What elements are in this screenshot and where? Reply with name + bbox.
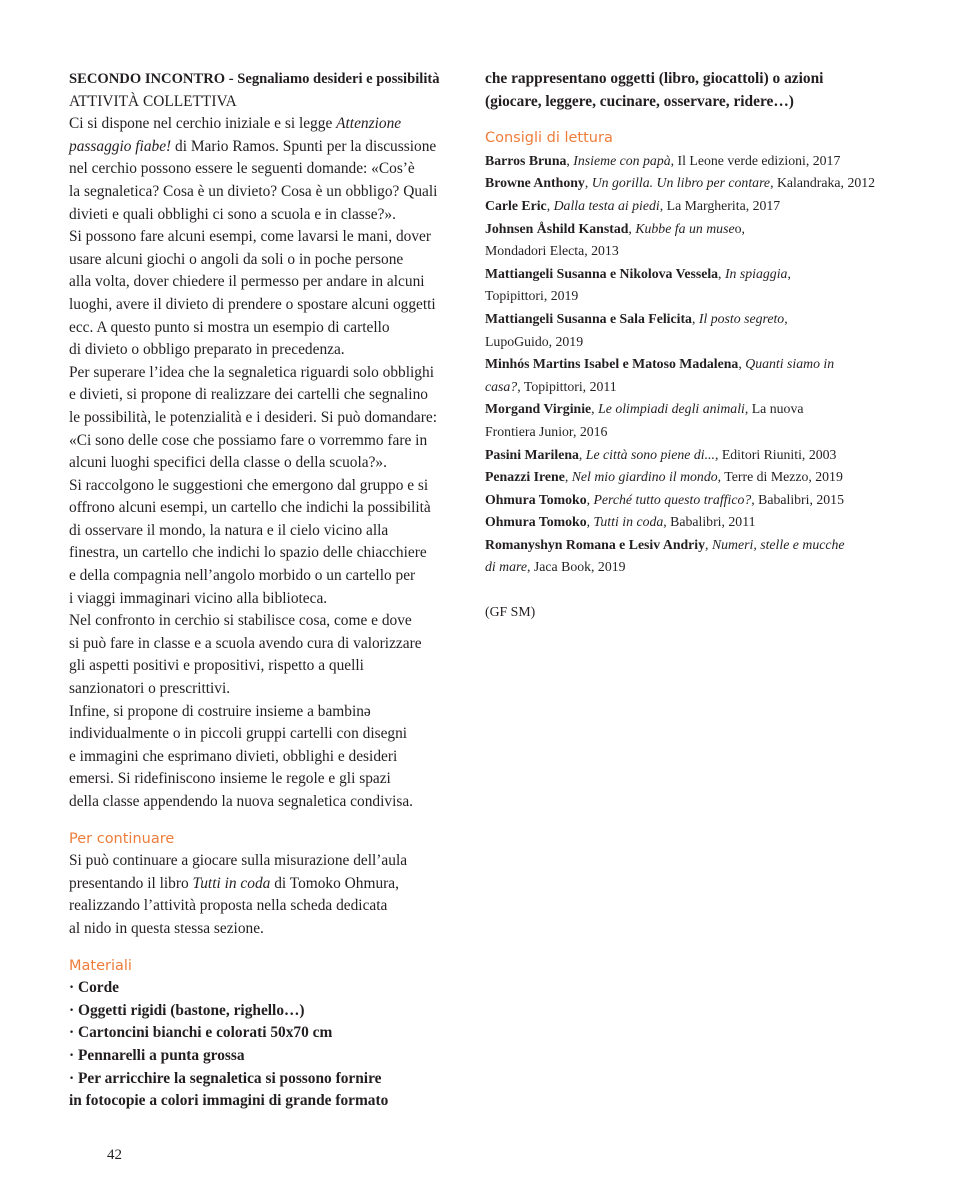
ref-author: Morgand Virginie: [485, 401, 592, 417]
reading-heading: Consigli di lettura: [485, 130, 613, 147]
ref-publisher: Mondadori Electa, 2013: [485, 243, 619, 259]
materials-item: · Oggetti rigidi (bastone, righello…): [69, 1001, 305, 1019]
body-line: gli aspetti positivi e propositivi, rispetto a quelli: [69, 657, 364, 675]
body-line: di osservare il mondo, la natura e il cielo vicino alla: [69, 521, 389, 539]
body-line: Si può continuare a giocare sulla misurazione dell’aula: [69, 852, 408, 870]
body-line: le possibilità, le potenzialità e i desideri. Si può domandare:: [69, 408, 438, 426]
ref-title: Nel mio giardino il mondo: [571, 469, 718, 485]
ref-publisher: LupoGuido, 2019: [485, 333, 584, 349]
reading-item: Penazzi Irene, Nel mio giardino il mondo, Terre di Mezzo, 2019: [485, 469, 843, 485]
body-line: si può fare in classe e a scuola avendo cura di valorizzare: [69, 634, 422, 652]
authors-signature: (GF SM): [485, 604, 536, 620]
spacer: [69, 941, 469, 955]
body-line: sanzionatori o prescrittivi.: [69, 680, 231, 698]
reading-item: Morgand Virginie, Le olimpiadi degli animali, La nuova Frontiera Junior, 2016: [485, 398, 905, 443]
body-line: Si possono fare alcuni esempi, come lavarsi le mani, dover: [69, 228, 432, 246]
reading-item: Ohmura Tomoko, Perché tutto questo traffico?, Babalibri, 2015: [485, 491, 844, 507]
ref-title: Dalla testa ai piedi: [553, 197, 660, 213]
ref-author: Ohmura Tomoko: [485, 514, 587, 530]
body-line: emersi. Si ridefiniscono insieme le regole e gli spazi: [69, 770, 391, 788]
book-title: passaggio fiabe!: [69, 137, 172, 155]
spacer: [69, 814, 469, 828]
body-line: divieti e quali obblighi ci sono a scuola e in classe?».: [69, 205, 396, 223]
ref-publisher: Topipittori, 2019: [485, 288, 579, 304]
materials-item: · Per arricchire la segnaletica si possono fornire: [69, 1069, 382, 1087]
body-line: «Ci sono delle cose che possiamo fare o vorremmo fare in: [69, 431, 428, 449]
body-line: Per superare l’idea che la segnaletica riguardi solo obblighi: [69, 363, 434, 381]
ref-author: Mattiangeli Susanna e Sala Felicita: [485, 310, 692, 326]
ref-title: di mare: [485, 559, 528, 575]
section-title: SECONDO INCONTRO - Segnaliamo desideri e possibilità: [69, 71, 440, 87]
book-title: Tutti in coda: [192, 874, 271, 892]
body-line: passaggio fiabe! di Mario Ramos. Spunti per la discussione: [69, 137, 437, 155]
body-line: alcuni luoghi specifici della classe o della scuola?».: [69, 454, 387, 472]
body-line: i viaggi immaginari vicino alla biblioteca.: [69, 589, 328, 607]
body-line: di divieto o obbligo preparato in precedenza.: [69, 341, 345, 359]
ref-author: Johnsen Åshild Kanstad: [485, 220, 629, 236]
ref-publisher: , Jaca Book, 2019: [527, 559, 626, 575]
ref-title: Insieme con papà: [573, 152, 671, 168]
materials-item: · Pennarelli a punta grossa: [69, 1046, 245, 1064]
spacer: [485, 579, 905, 601]
ref-title: Le città sono piene di...: [585, 446, 715, 462]
materials-item: · Cartoncini bianchi e colorati 50x70 cm: [69, 1024, 333, 1042]
ref-author: Pasini Marilena: [485, 446, 579, 462]
ref-title: Il posto segreto: [698, 310, 785, 326]
reading-item: Romanyshyn Romana e Lesiv Andriy, Numeri, stelle e mucche di mare, Jaca Book, 2019: [485, 536, 845, 575]
materials-item: · Corde: [69, 979, 120, 997]
ref-title: Kubbe fa un muse: [635, 220, 735, 236]
body-line: presentando il libro Tutti in coda di Tomoko Ohmura,: [69, 874, 399, 892]
body-line: offrono alcuni esempi, un cartello che indichi la possibilità: [69, 499, 431, 517]
ref-author: Mattiangeli Susanna e Nikolova Vessela: [485, 265, 719, 281]
body-line: al nido in questa stessa sezione.: [69, 919, 264, 937]
activity-body: [69, 113, 469, 813]
body-line: della classe appendendo la nuova segnaletica condivisa.: [69, 793, 414, 810]
body-line: alla volta, dover chiedere il permesso per andare in alcuni: [69, 273, 425, 291]
ref-author: Minhós Martins Isabel e Matoso Madalena: [485, 356, 739, 372]
body-line: realizzando l’attività proposta nella scheda dedicata: [69, 897, 388, 915]
reading-item: Barros Bruna, Insieme con papà, Il Leone verde edizioni, 2017: [485, 152, 841, 168]
materials-heading: Materiali: [69, 957, 132, 974]
materials-continued: [485, 68, 905, 113]
body-line: usare alcuni giochi o angoli da soli o in poche persone: [69, 250, 404, 268]
ref-title: casa?: [485, 378, 518, 394]
body-line: nel cerchio possono essere le seguenti domande: «Cos’è: [69, 160, 415, 178]
ref-author: Carle Eric: [485, 197, 547, 213]
body-line: la segnaletica? Cosa è un divieto? Cosa è un obbligo? Quali: [69, 182, 438, 200]
body-line: individualmente o in piccoli gruppi cartelli con disegni: [69, 725, 408, 743]
reading-item: Johnsen Åshild Kanstad, Kubbe fa un museo, Mondadori Electa, 2013: [485, 218, 905, 263]
reading-item: Ohmura Tomoko, Tutti in coda, Babalibri, 2011: [485, 514, 756, 530]
reading-item: Mattiangeli Susanna e Nikolova Vessela, In spiaggia, Topipittori, 2019: [485, 263, 905, 308]
body-line: ecc. A questo punto si mostra un esempio di cartello: [69, 318, 390, 336]
body-line: finestra, un cartello che indichi lo spazio delle chiacchiere: [69, 544, 427, 562]
materials-item: che rappresentano oggetti (libro, giocattoli) o azioni: [485, 70, 824, 87]
ref-author: Barros Bruna: [485, 152, 567, 168]
body-line: Nel confronto in cerchio si stabilisce cosa, come e dove: [69, 612, 412, 630]
body-line: e immagini che esprimano divieti, obblighi e desideri: [69, 747, 398, 765]
body-line: luoghi, avere il divieto di prendere o spostare alcuni oggetti: [69, 295, 436, 313]
materials-item: (giocare, leggere, cucinare, osservare, ridere…): [485, 92, 794, 110]
ref-author: Penazzi Irene: [485, 469, 565, 485]
continue-heading: Per continuare: [69, 830, 175, 847]
ref-author: Romanyshyn Romana e Lesiv Andriy: [485, 536, 706, 552]
ref-author: Browne Anthony: [485, 175, 585, 191]
reading-item: Pasini Marilena, Le città sono piene di..., Editori Riuniti, 2003: [485, 446, 837, 462]
ref-title: Quanti siamo in: [745, 356, 835, 372]
body-line: Infine, si propone di costruire insieme a bambinə: [69, 702, 371, 720]
left-column: [69, 68, 469, 1113]
body-line: Si raccolgono le suggestioni che emergono dal gruppo e si: [69, 476, 429, 494]
continue-body: [69, 850, 469, 940]
body-line: e divieti, si propone di realizzare dei cartelli che segnalino: [69, 386, 428, 404]
reading-item: Mattiangeli Susanna e Sala Felicita, Il posto segreto, LupoGuido, 2019: [485, 308, 905, 353]
right-column: [485, 68, 905, 624]
ref-title: In spiaggia: [724, 265, 788, 281]
reading-list: [485, 150, 905, 579]
book-title: Attenzione: [336, 115, 402, 133]
ref-title: Un gorilla. Un libro per contare: [591, 175, 771, 191]
ref-title: Numeri, stelle e mucche: [711, 536, 845, 552]
body-line: Ci si dispone nel cerchio iniziale e si legge Attenzione: [69, 115, 402, 133]
reading-item: Minhós Martins Isabel e Matoso Madalena, Quanti siamo in casa?, Topipittori, 2011: [485, 356, 835, 394]
section-subtitle: ATTIVITÀ COLLETTIVA: [69, 92, 237, 110]
body-line: e della compagnia nell’angolo morbido o un cartello per: [69, 567, 416, 585]
reading-item: Browne Anthony, Un gorilla. Un libro per contare, Kalandraka, 2012: [485, 175, 876, 191]
ref-author: Ohmura Tomoko: [485, 491, 587, 507]
ref-publisher: Frontiera Junior, 2016: [485, 423, 608, 439]
ref-publisher: , Topipittori, 2011: [517, 378, 617, 394]
spacer: [485, 113, 905, 127]
ref-title: Perché tutto questo traffico?: [593, 491, 752, 507]
reading-item: Carle Eric, Dalla testa ai piedi, La Margherita, 2017: [485, 197, 781, 213]
ref-title: Le olimpiadi degli animali: [598, 401, 745, 417]
ref-title: Tutti in coda: [593, 514, 664, 530]
page-number: 42: [107, 1147, 122, 1163]
materials-item: in fotocopie a colori immagini di grande formato: [69, 1092, 389, 1110]
materials-list: [69, 977, 469, 1113]
